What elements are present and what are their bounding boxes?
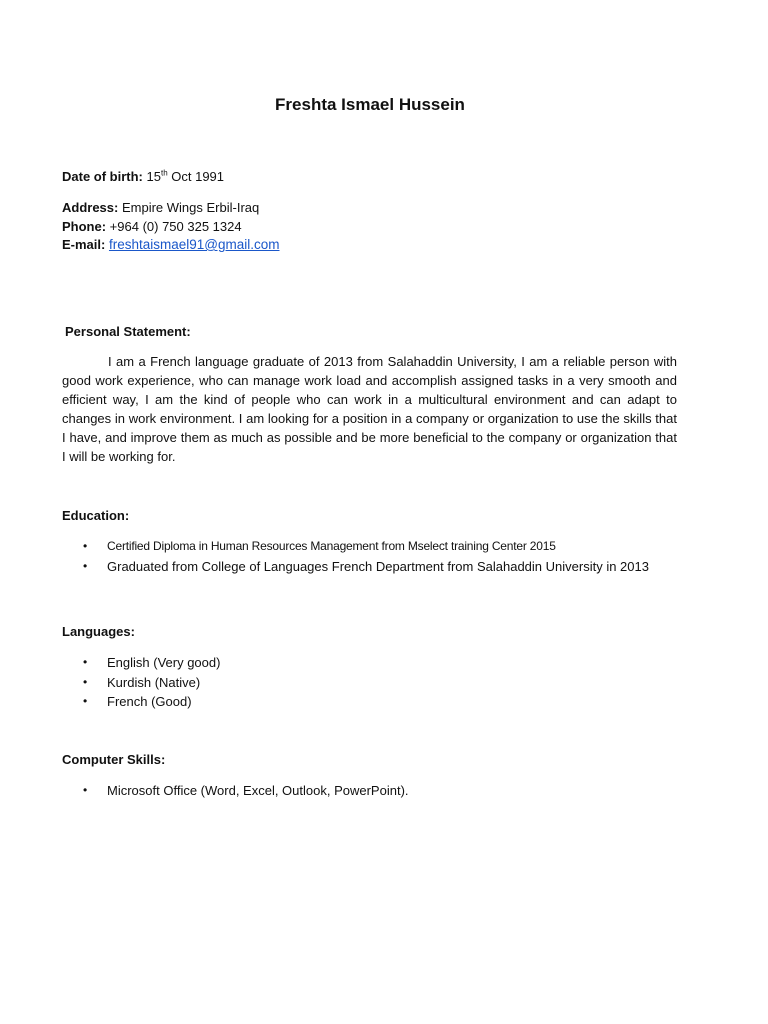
education-item-text: Certified Diploma in Human Resources Management from Mselect training Center 2015 [107,539,556,553]
personal-statement-title: Personal Statement: [65,324,191,339]
list-item [62,653,677,673]
personal-statement-text: I am a French language graduate of 2013 from Salahaddin University, I am a reliable person with good work experience, who can manage work load and accomplish assigned tasks in a very smooth and efficient way, I am the kind of people who can work in a multicultural environment and can adapt to changes in work environment. I am looking for a position in a company or organization to use the skills that I have, and improve them as much as possible and be more beneficial to the company or organization that I will be working for. [62,354,677,464]
email-link[interactable]: freshtaismael91@gmail.com [108,237,280,252]
education-title: Education: [62,508,130,523]
phone-line [62,217,242,236]
computer-skills-title: Computer Skills: [62,752,166,767]
bullet-icon: • [83,655,88,669]
list-item [62,557,677,577]
education-item-text: Graduated from College of Languages French Department from Salahaddin University in 2013 [107,558,649,574]
phone-value: +964 (0) 750 325 1324 [106,219,242,234]
computer-skill-item-text: Microsoft Office (Word, Excel, Outlook, PowerPoint). [107,783,409,798]
bullet-icon: • [83,539,88,553]
address-value: Empire Wings Erbil-Iraq [118,200,260,215]
date-of-birth-label: Date of birth: [62,169,143,184]
language-item-text: French (Good) [107,694,192,709]
phone-label: Phone: [62,219,107,234]
email-label: E-mail: [62,237,106,252]
resume-name: Freshta Ismael Hussein [275,95,465,114]
date-of-birth-rest: Oct 1991 [167,169,225,184]
address-label: Address: [62,200,119,215]
bullet-icon: • [83,558,88,573]
bullet-icon: • [83,783,88,797]
date-of-birth-suffix: th [160,168,168,178]
education-list [62,537,677,576]
computer-skills-list [62,781,677,801]
email-line [62,235,280,254]
date-of-birth-day: 15 [142,169,161,184]
languages-list [62,653,677,712]
language-item-text: English (Very good) [107,655,221,670]
list-item [62,673,677,693]
list-item [62,692,677,712]
bullet-icon: • [83,674,88,689]
bullet-icon: • [83,694,88,708]
language-item-text: Kurdish (Native) [107,674,201,690]
list-item [62,537,677,557]
date-of-birth [62,167,224,186]
list-item [62,781,677,801]
languages-title: Languages: [62,624,135,639]
address-line [62,198,259,217]
